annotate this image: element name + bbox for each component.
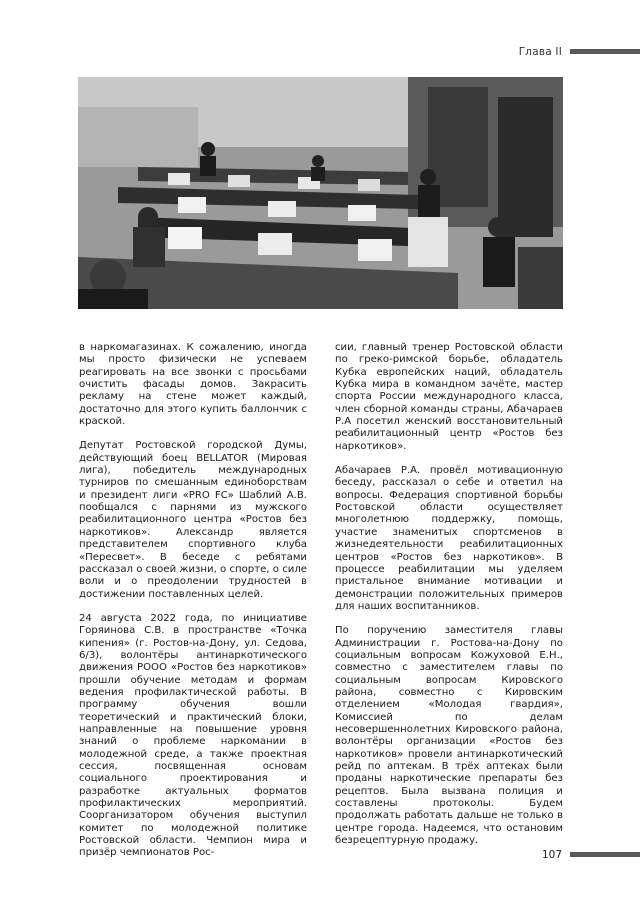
chapter-label: Глава II [518, 46, 562, 58]
paragraph: в наркомагазинах. К сожалению, иногда мы просто физически не успеваем реагировать на все звонки с просьбами очистить фасады домов. Закрасить рекламу на стене может каждый, достаточно для этого купить баллончик с краской. [79, 342, 307, 428]
paragraph: Абачараев Р.А. провёл мотивационную беседу, рассказал о себе и ответил на вопросы. Федерация спортивной борьбы Ростовской области осуществляет многолетнюю поддержку, помощь, участие знаменитых спортсменов в жизнедеятельности реабилитационных центров «Ростов без наркотиков». В процессе реабилитации мы уделяем пристальное внимание мотивации и демонстрации положительных примеров для наших воспитанников. [335, 465, 563, 612]
header-accent-bar [570, 49, 640, 54]
page-number: 107 [541, 849, 562, 861]
footer-accent-bar [570, 852, 640, 857]
meeting-photo [78, 77, 563, 309]
paragraph: Депутат Ростовской городской Думы, действующий боец BELLATOR (Мировая лига), победитель международных турниров по смешанным единоборствам и президент лиги «PRO FC» Шаблий А.В. пообщался с парнями из мужского реабилитационного центра «Ростов без наркотиков». Александр является представителем спортивного клуба «Пересвет». В беседе с ребятами рассказал о своей жизни, о спорте, о силе воли и о преодолении трудностей в достижении поставленных целей. [79, 440, 307, 600]
left-text-column [79, 342, 307, 872]
paragraph: 24 августа 2022 года, по инициативе Горяинова С.В. в пространстве «Точка кипения» (г. Ростов-на-Дону, ул. Седова, 6/3), волонтёры антинаркотического движения РООО «Ростов без наркотиков» прошли обучение методам и формам ведения профилактической работы. В программу обучения вошли теоретический и практический блоки, направленные на повышение уровня знаний о проблеме наркомании в молодежной среде, а также проектная сессия, посвященная основам социального проектирования и разработке актуальных форматов профилактических мероприятий. Соорганизатором обучения выступил комитет по молодежной политике Ростовской области. Чемпион мира и призёр чемпионатов Рос- [79, 612, 307, 859]
right-text-column [335, 342, 563, 859]
paragraph: сии, главный тренер Ростовской области по греко-римской борьбе, обладатель Кубка европейских наций, обладатель Кубка мира в командном зачёте, мастер спорта России международного класса, член сборной команды страны, Абачараев Р.А посетил женский восстановительный реабилитационный центр «Ростов без наркотиков». [335, 342, 563, 452]
paragraph: По поручению заместителя главы Администрации г. Ростова-на-Дону по социальным вопросам Кожуховой Е.Н., совместно с заместителем главы по социальным вопросам Кировского района, совместно с Кировским отделением «Молодая гвардия», Комиссией по делам несовершеннолетних Кировского района, волонтёры организации «Ростов без наркотиков» провели антинаркотический рейд по аптекам. В трёх аптеках были проданы наркотические препараты без рецептов. Была вызвана полиция и составлены протоколы. Будем продолжать работать дальше не только в центре города. Надеемся, что остановим безрецептурную продажу. [335, 625, 563, 847]
